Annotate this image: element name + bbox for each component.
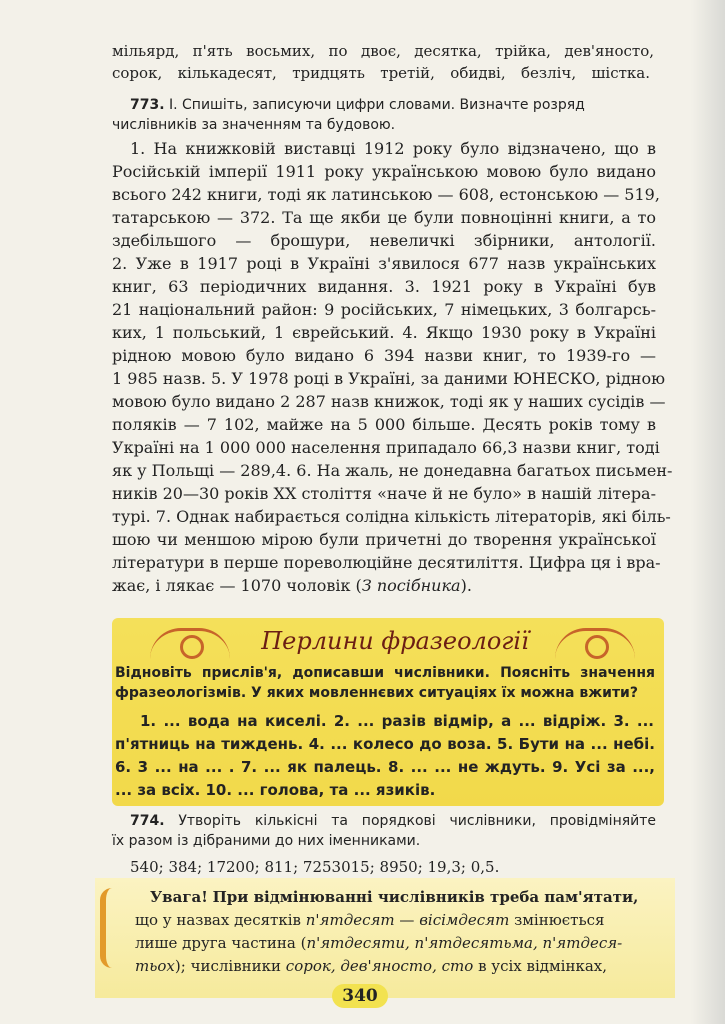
phraseology-item-line: 6. 3 ... на ... . 7. ... як палець. 8. ... ... не ждуть. 9. Усі за ...,: [115, 758, 655, 776]
text-line: мовою було видано 2 287 назв книжок, тоді як у наших сусідів —: [112, 392, 666, 411]
phraseology-task: фразеологізмів. У яких мовленнєвих ситуаціях їх можна вжити?: [115, 685, 638, 701]
text-line: 21 національний район: 9 російських, 7 німецьких, 3 болгарсь-: [112, 300, 656, 319]
phraseology-item-line: п'ятниць на тиждень. 4. ... колесо до воза. 5. Бути на ... небі.: [115, 735, 655, 753]
text-line: як у Польщі — 289,4. 6. На жаль, не донедавна багатьох письмен-: [112, 461, 673, 480]
text-line: Російській імперії 1911 року українською мовою було видано: [112, 162, 656, 181]
exercise-task: Утворіть кількісні та порядкові числівники, провідміняйте: [178, 813, 657, 829]
text-line: ників 20—30 років ХХ століття «наче й не було» в нашій літера-: [112, 484, 656, 503]
text-line-last: жає, і лякає — 1070 чоловік (З посібника).: [112, 576, 472, 595]
phraseology-task: Відновіть прислів'я, дописавши числівники. Поясніть значення: [115, 665, 655, 681]
exercise-number: 773.: [130, 97, 165, 113]
exercise-task: І. Спишіть, записуючи цифри словами. Визначте розряд: [169, 97, 585, 113]
text-line: всього 242 книги, тоді як латинською — 608, естонською — 519,: [112, 185, 660, 204]
note-line: Увага! При відмінюванні числівників треба пам'ятати,: [150, 888, 639, 906]
text-line: 1 985 назв. 5. У 1978 році в Україні, за даними ЮНЕСКО, рідною: [112, 369, 666, 388]
text-line: рідною мовою було видано 6 394 назви книг, то 1939-го —: [112, 346, 656, 365]
text-line: ких, 1 польський, 1 єврейський. 4. Якщо 1930 року в Україні: [112, 323, 656, 342]
note-label: Увага!: [150, 888, 208, 906]
page-number: 340: [332, 984, 388, 1008]
source-citation: З посібника: [361, 576, 461, 595]
phraseology-item-line: 1. ... вода на киселі. 2. ... разів відмір, а ... відріж. 3. ...: [140, 712, 654, 730]
phraseology-item-line: ... за всіх. 10. ... голова, та ... язиків.: [115, 781, 436, 799]
exercise-task: числівників за значенням та будовою.: [112, 117, 396, 133]
exercise-task: їх разом із дібраними до них іменниками.: [112, 833, 421, 849]
text-line: татарською — 372. Та ще якби це були повноцінні книги, а то: [112, 208, 656, 227]
text-line: здебільшого — брошури, невеличкі збірники, антології.: [112, 231, 656, 250]
text-line: турі. 7. Однак набирається солідна кількість літераторів, які біль-: [112, 507, 671, 526]
text-line: шою чи меншою мірою були причетні до творення української: [112, 530, 656, 549]
note-line: лише друга частина (п'ятдесяти, п'ятдесятьма, п'ятдеся-: [135, 934, 623, 952]
numbers-line: 540; 384; 17200; 811; 7253015; 8950; 19,3; 0,5.: [130, 858, 500, 876]
phraseology-title: Перлини фразеології: [261, 627, 529, 655]
page-edge-shadow: [691, 0, 725, 1024]
text-line: книг, 63 періодичних видання. 3. 1921 року в Україні був: [112, 277, 656, 296]
note-line: тьох); числівники сорок, дев'яносто, сто в усіх відмінках,: [135, 957, 608, 975]
text-line: 1. На книжковій виставці 1912 року було відзначено, що в: [130, 139, 656, 158]
text-line: мільярд, п'ять восьмих, по двоє, десятка, трійка, дев'яносто,: [112, 42, 654, 60]
text-line: літератури в перше пореволюційне десятиліття. Цифра ця і вра-: [112, 553, 661, 572]
note-line: що у назвах десятків п'ятдесят — вісімдесят змінюється: [135, 911, 605, 929]
text-line: Україні на 1 000 000 населення припадало 66,3 назви книг, тоді: [112, 438, 660, 457]
exercise-number: 774.: [130, 813, 165, 829]
text-line: 2. Уже в 1917 році в Україні з'явилося 677 назв українських: [112, 254, 656, 273]
text-line: поляків — 7 102, майже на 5 000 більше. Десять років тому в: [112, 415, 656, 434]
text-line: сорок, кількадесят, тридцять третій, обидві, безліч, шістка.: [112, 64, 650, 82]
scroll-ornament-icon: [100, 888, 130, 968]
